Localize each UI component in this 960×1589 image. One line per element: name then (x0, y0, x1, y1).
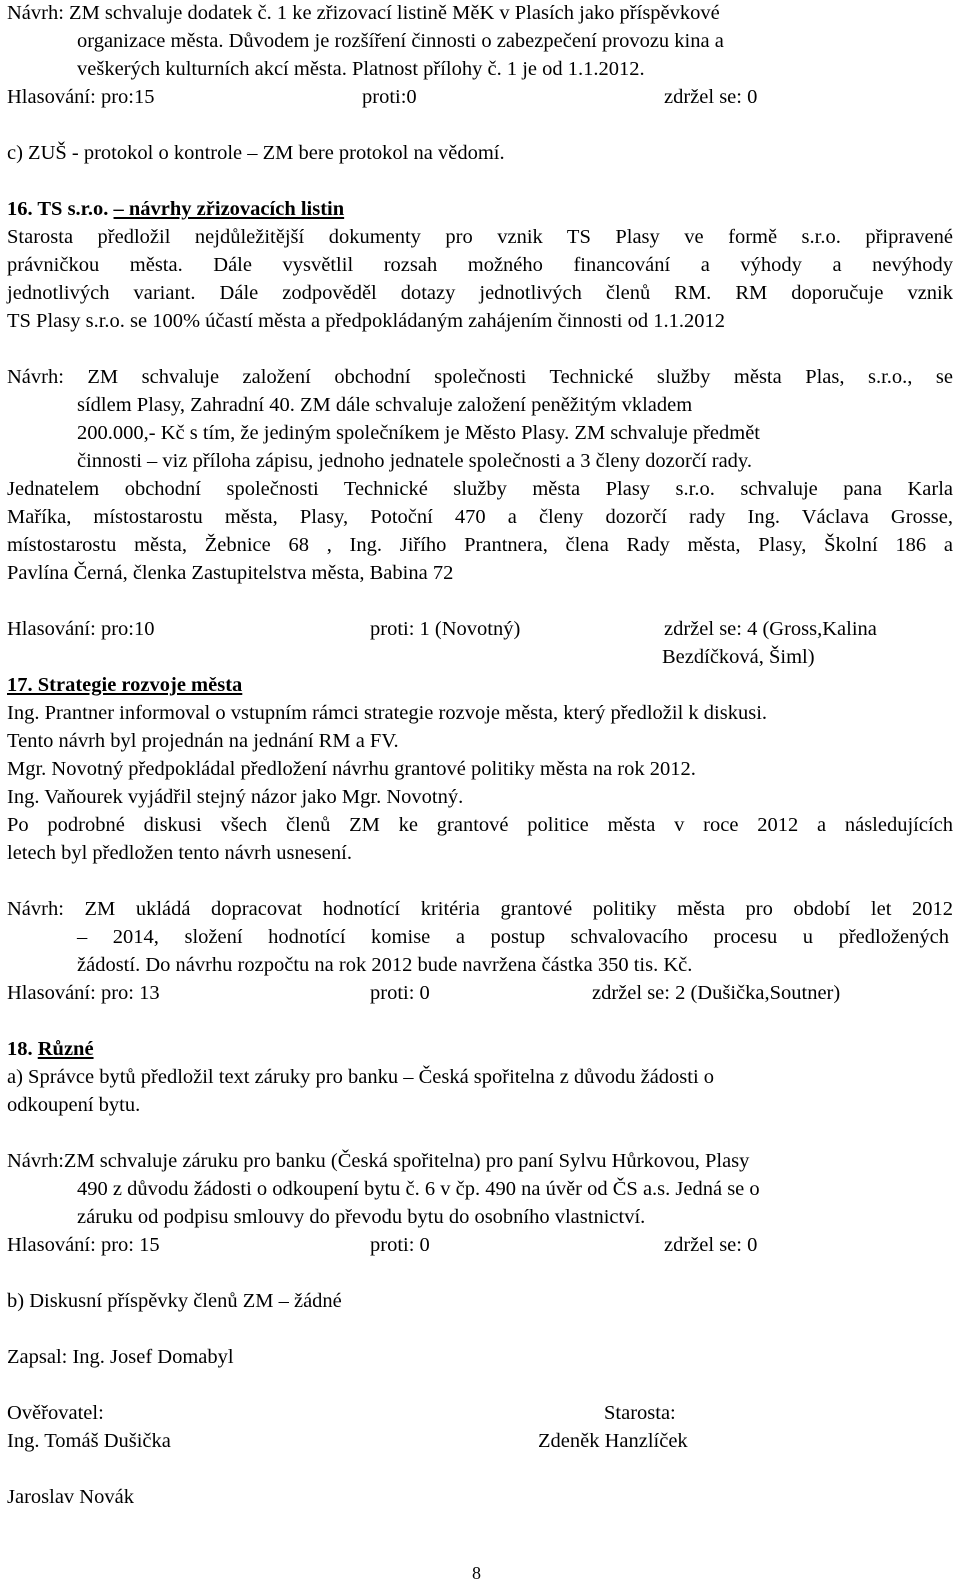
paragraph-line: letech byl předložen tento návrh usnesení. (7, 842, 352, 864)
mayor-label: Starosta: (604, 1402, 676, 1424)
vote-proti: proti: 1 (Novotný) (370, 618, 521, 640)
paragraph-line: Ing. Vaňourek vyjádřil stejný názor jako Mgr. Novotný. (7, 786, 464, 808)
vote-zdrzel: zdržel se: 4 (Gross,Kalina (664, 618, 877, 640)
section-16-title: – návrhy zřizovacích listin (113, 198, 345, 220)
vote-zdrzel: zdržel se: 0 (664, 86, 758, 108)
verifier-name: Ing. Tomáš Dušička (7, 1430, 171, 1452)
vote-pro: Hlasování: pro: 13 (7, 982, 160, 1004)
vote-zdrzel: zdržel se: 2 (Dušička,Soutner) (592, 982, 841, 1004)
paragraph-line: právničkou města. Dále vysvětlil rozsah možného financování a výhody a nevýhody (7, 254, 953, 276)
intro-line: organizace města. Důvodem je rozšíření činnosti o zabezpečení provozu kina a (77, 30, 724, 52)
paragraph-line: Jednatelem obchodní společnosti Technické služby města Plasy s.r.o. schvaluje pana Karla (7, 478, 953, 500)
paragraph-line: Mgr. Novotný předpokládal předložení návrhu grantové politiky města na rok 2012. (7, 758, 696, 780)
vote-pro: Hlasování: pro:10 (7, 618, 155, 640)
proposal-line: činnosti – viz příloha zápisu, jednoho jednatele společnosti a 3 členy dozorčí rady. (77, 450, 752, 472)
verifier-label: Ověřovatel: (7, 1402, 104, 1424)
verifier-name: Jaroslav Novák (7, 1486, 134, 1508)
paragraph-line: a) Správce bytů předložil text záruky pro banku – Česká spořitelna z důvodu žádosti o (7, 1066, 715, 1088)
section-17-heading: 17. Strategie rozvoje města (7, 674, 243, 696)
section-18-number: 18. (7, 1038, 33, 1060)
proposal-line: Návrh:ZM schvaluje záruku pro banku (Česká spořitelna) pro paní Sylvu Hůrkovou, Plasy (7, 1150, 750, 1172)
proposal-line: Návrh: ZM schvaluje založení obchodní společnosti Technické služby města Plas, s.r.o., se (7, 366, 953, 388)
section-18-heading (7, 1036, 94, 1064)
section-16-heading (7, 196, 344, 224)
paragraph-line: Po podrobné diskusi všech členů ZM ke grantové politice města v roce 2012 a následujících (7, 814, 953, 836)
zus-line: c) ZUŠ - protokol o kontrole – ZM bere protokol na vědomí. (7, 142, 505, 164)
vote-proti: proti: 0 (370, 1234, 430, 1256)
paragraph-line: Maříka, místostarostu města, Plasy, Potoční 470 a členy dozorčí rady Ing. Václava Grosse, (7, 506, 953, 528)
intro-line: veškerých kulturních akcí města. Platnost přílohy č. 1 je od 1.1.2012. (77, 58, 645, 80)
paragraph-line: jednotlivých variant. Dále zodpověděl dotazy jednotlivých členů RM. RM doporučuje vznik (7, 282, 953, 304)
discussion-line: b) Diskusní příspěvky členů ZM – žádné (7, 1290, 342, 1312)
proposal-line: žádostí. Do návrhu rozpočtu na rok 2012 bude navržena částka 350 tis. Kč. (77, 954, 693, 976)
recorded-by: Zapsal: Ing. Josef Domabyl (7, 1346, 234, 1368)
paragraph-line: Tento návrh byl projednán na jednání RM a FV. (7, 730, 399, 752)
paragraph-line: odkoupení bytu. (7, 1094, 141, 1116)
paragraph-line: TS Plasy s.r.o. se 100% účastí města a předpokládaným zahájením činnosti od 1.1.2012 (7, 310, 725, 332)
paragraph-line: Starosta předložil nejdůležitější dokumenty pro vznik TS Plasy ve formě s.r.o. připravené (7, 226, 953, 248)
proposal-line: Návrh: ZM ukládá dopracovat hodnotící kritéria grantové politiky města pro období let 2012 (7, 898, 953, 920)
vote-proti: proti:0 (362, 86, 417, 108)
vote-zdrzel: zdržel se: 0 (664, 1234, 758, 1256)
paragraph-line: místostarostu města, Žebnice 68 , Ing. Jiřího Prantnera, člena Rady města, Plasy, Školní 186 a (7, 534, 953, 556)
vote-proti: proti: 0 (370, 982, 430, 1004)
proposal-line: 490 z důvodu žádosti o odkoupení bytu č. 6 v čp. 490 na úvěr od ČS a.s. Jedná se o (77, 1178, 760, 1200)
proposal-line: – 2014, složení hodnotící komise a postup schvalovacího procesu u předložených (77, 926, 949, 948)
vote-zdrzel-continued: Bezdíčková, Šiml) (662, 646, 815, 668)
vote-pro: Hlasování: pro:15 (7, 86, 155, 108)
section-16-number: 16. TS s.r.o. (7, 198, 109, 220)
proposal-line: 200.000,- Kč s tím, že jediným společníkem je Město Plasy. ZM schvaluje předmět (77, 422, 761, 444)
section-18-title: Různé (37, 1038, 94, 1060)
proposal-line: sídlem Plasy, Zahradní 40. ZM dále schvaluje založení peněžitým vkladem (77, 394, 693, 416)
paragraph-line: Pavlína Černá, členka Zastupitelstva města, Babina 72 (7, 562, 454, 584)
paragraph-line: Ing. Prantner informoval o vstupním rámci strategie rozvoje města, který předložil k diskusi. (7, 702, 768, 724)
vote-pro: Hlasování: pro: 15 (7, 1234, 160, 1256)
page-number: 8 (472, 1563, 481, 1583)
mayor-name: Zdeněk Hanzlíček (538, 1430, 688, 1452)
intro-line: Návrh: ZM schvaluje dodatek č. 1 ke zřizovací listině MěK v Plasích jako příspěvkové (7, 2, 720, 24)
proposal-line: záruku od podpisu smlouvy do převodu bytu do osobního vlastnictví. (77, 1206, 646, 1228)
